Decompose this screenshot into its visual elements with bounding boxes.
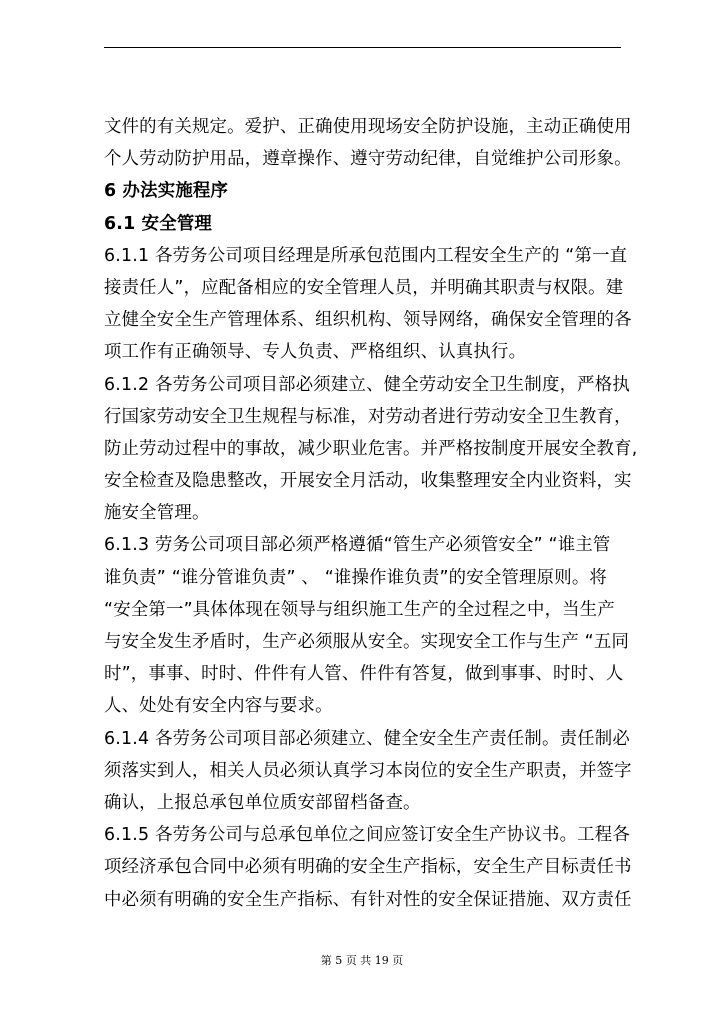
- body-line: 6.1.1 各劳务公司项目经理是所承包范围内工程安全生产的 “第一直: [104, 245, 628, 266]
- body-line: 立健全安全生产管理体系、组织机构、领导网络，确保安全管理的各: [104, 310, 632, 331]
- body-line: 6.1.3 劳务公司项目部必须严格遵循“管生产必须管安全” “谁主管: [104, 535, 611, 556]
- body-line: 6.1.5 各劳务公司与总承包单位之间应签订安全生产协议书。工程各: [104, 825, 630, 846]
- body-line: 防止劳动过程中的事故，减少职业危害。并严格按制度开展安全教育,: [104, 438, 638, 459]
- body-line: 中必须有明确的安全生产指标、有针对性的安全保证措施、双方责任: [104, 889, 632, 910]
- page-number: 第 5 页 共 19 页: [320, 954, 404, 967]
- header-rule: [104, 47, 621, 48]
- body-line: 与安全发生矛盾时，生产必须服从安全。实现安全工作与生产 “五同: [104, 632, 630, 652]
- document-body: [104, 111, 638, 916]
- body-line: “安全第一”具体体现在领导与组织施工生产的全过程之中，当生产: [104, 599, 615, 620]
- body-line: 6.1.2 各劳务公司项目部必须建立、健全劳动安全卫生制度，严格执: [104, 374, 630, 395]
- body-line: 确认，上报总承包单位质安部留档备查。: [104, 792, 421, 813]
- body-line: 文件的有关规定。爱护、正确使用现场安全防护设施，主动正确使用: [104, 117, 632, 137]
- body-line: 安全检查及隐患整改，开展安全月活动，收集整理安全内业资料，实: [104, 471, 632, 492]
- body-line: 项经济承包合同中必须有明确的安全生产指标，安全生产目标责任书: [104, 857, 632, 878]
- body-line: 行国家劳动安全卫生规程与标准，对劳动者进行劳动安全卫生教育，: [104, 406, 632, 427]
- subsection-heading: 6.1 安全管理: [104, 213, 213, 234]
- body-line: 时”，事事、时时、件件有人管、件件有答复，做到事事、时时、人: [104, 664, 624, 685]
- body-line: 6.1.4 各劳务公司项目部必须建立、健全安全生产责任制。责任制必: [104, 728, 630, 749]
- body-line: 须落实到人，相关人员必须认真学习本岗位的安全生产职责，并签字: [104, 760, 632, 781]
- section-heading: 6 办法实施程序: [104, 181, 229, 202]
- body-line: 施安全管理。: [104, 503, 210, 524]
- body-line: 个人劳动防护用品，遵章操作、遵守劳动纪律，自觉维护公司形象。: [104, 149, 632, 170]
- body-line: 谁负责” “谁分管谁负责” 、 “谁操作谁负责”的安全管理原则。将: [104, 567, 607, 588]
- body-line: 接责任人”，应配备相应的安全管理人员，并明确其职责与权限。建: [104, 277, 624, 298]
- body-line: 项工作有正确领导、专人负责、严格组织、认真执行。: [104, 342, 527, 363]
- body-line: 人、处处有安全内容与要求。: [104, 696, 333, 717]
